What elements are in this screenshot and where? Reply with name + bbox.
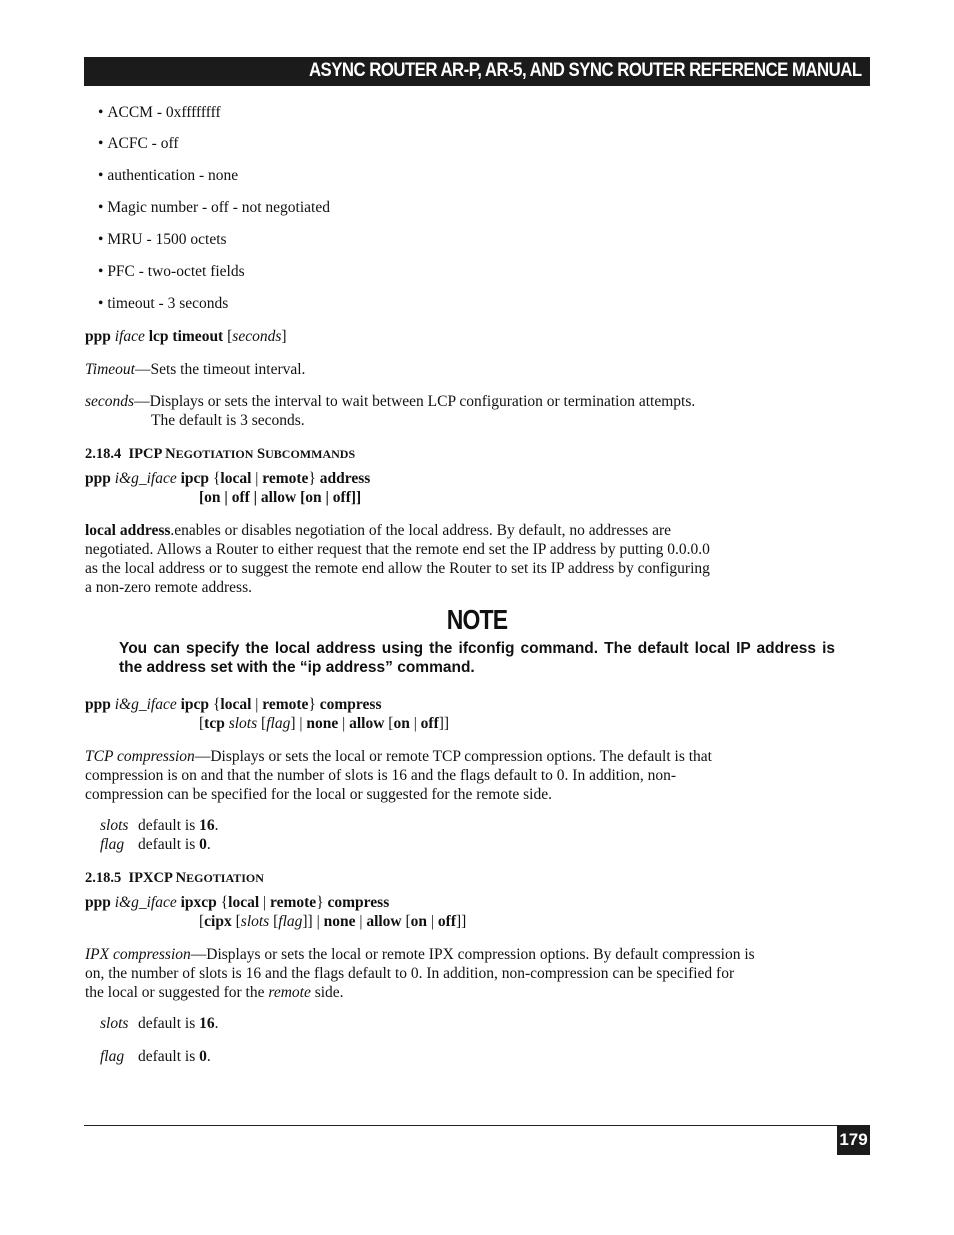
command-syntax-ipcp-compress: ppp i&g_iface ipcp {local | remote} compress bbox=[85, 696, 382, 713]
tcp-compression-description: TCP compression—Displays or sets the local or remote TCP compression options. The default is that compression is on and that the number of slots is 16 and the flags default to 0. In addition, non- compression can be specified for the local or suggested for the remote side. bbox=[85, 748, 712, 803]
command-syntax-ipcp-address: ppp i&g_iface ipcp {local | remote} address bbox=[85, 470, 371, 487]
ipx-flag-default: flag default is 0. bbox=[100, 1048, 211, 1065]
tcp-flag-default: flag default is 0. bbox=[100, 836, 211, 853]
section-heading-2-18-4: 2.18.4 IPCP NEGOTIATION SUBCOMMANDS bbox=[85, 446, 356, 462]
ipx-slots-default: slots default is 16. bbox=[100, 1015, 219, 1032]
list-item: • ACCM - 0xffffffff bbox=[98, 104, 221, 121]
list-item: • timeout - 3 seconds bbox=[98, 295, 229, 312]
section-heading-2-18-5: 2.18.5 IPXCP NEGOTIATION bbox=[85, 870, 264, 886]
command-syntax-ipxcp-compress-options: [cipx [slots [flag]] | none | allow [on | off]] bbox=[199, 913, 467, 930]
running-header-title: ASYNC ROUTER AR-P, AR-5, AND SYNC ROUTER REFERENCE MANUAL bbox=[309, 59, 862, 81]
footer-rule bbox=[84, 1125, 870, 1126]
local-address-description: local address.enables or disables negotiation of the local address. By default, no addresses are negotiated. Allows a Router to either request that the remote end set the IP address by putting 0.0.0.0 as the local address or to suggest the remote end allow the Router to set its IP address by configuring a non-zero remote address. bbox=[85, 522, 710, 596]
note-heading: NOTE bbox=[446, 604, 508, 635]
list-item: • Magic number - off - not negotiated bbox=[98, 199, 330, 216]
list-item: • PFC - two-octet fields bbox=[98, 263, 245, 280]
timeout-description: Timeout—Sets the timeout interval. bbox=[85, 361, 306, 378]
seconds-description-default: The default is 3 seconds. bbox=[151, 412, 305, 429]
page-number: 179 bbox=[837, 1125, 870, 1155]
ipx-compression-description: IPX compression—Displays or sets the local or remote IPX compression options. By default compression is on, the number of slots is 16 and the flags default to 0. In addition, non-compression can be specified for the local or suggested for the remote side. bbox=[85, 946, 755, 1001]
list-item: • MRU - 1500 octets bbox=[98, 231, 227, 248]
list-item: • authentication - none bbox=[98, 167, 239, 184]
note-text: You can specify the local address using the ifconfig command. The default local IP address is the address set with the “ip address” command. bbox=[119, 640, 835, 676]
command-syntax-lcp-timeout: ppp iface lcp timeout [seconds] bbox=[85, 328, 287, 345]
command-syntax-ipcp-address-options: [on | off | allow [on | off]] bbox=[199, 489, 362, 506]
seconds-description: seconds—Displays or sets the interval to wait between LCP configuration or termination attempts. bbox=[85, 393, 696, 410]
tcp-slots-default: slots default is 16. bbox=[100, 817, 219, 834]
command-syntax-ipxcp-compress: ppp i&g_iface ipxcp {local | remote} compress bbox=[85, 894, 390, 911]
list-item: • ACFC - off bbox=[98, 135, 179, 152]
running-header bbox=[84, 57, 870, 86]
command-syntax-ipcp-compress-options: [tcp slots [flag] | none | allow [on | off]] bbox=[199, 715, 450, 732]
